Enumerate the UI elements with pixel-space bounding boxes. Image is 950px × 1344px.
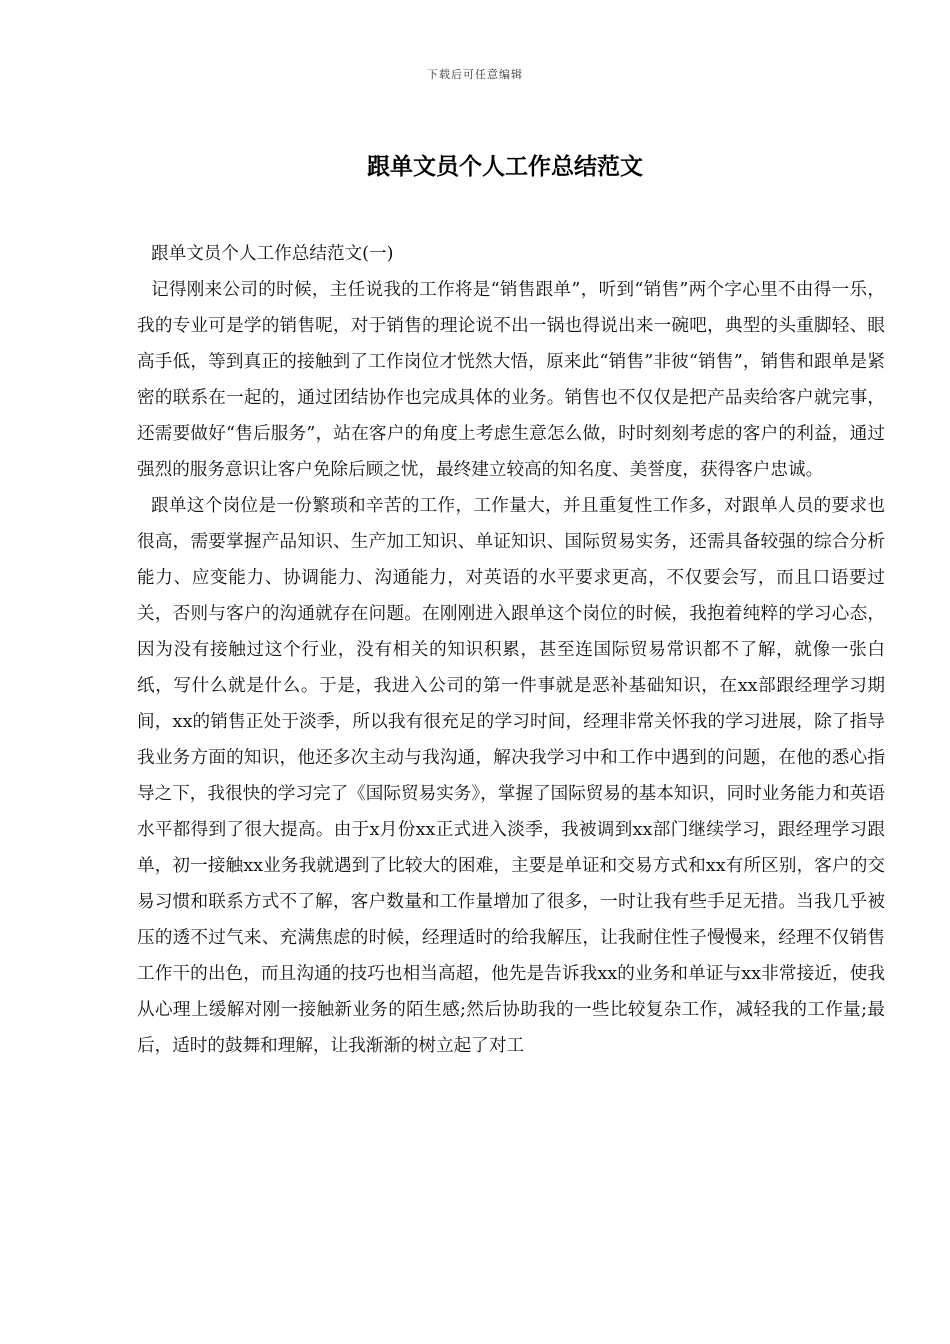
section-heading: 跟单文员个人工作总结范文(一) xyxy=(151,244,394,264)
body-paragraph-1: 记得刚来公司的时候，主任说我的工作将是“销售跟单”，听到“销售”两个字心里不由得一乐，我的专业可是学的销售呢，对于销售的理论说不出一锅也得说出来一碗吧，典型的头重脚轻、眼高手低，等到真正的接触到了工作岗位才恍然大悟，原来此“销售”非彼“销售”，销售和跟单是紧密的联系在一起的，通过团结协作也完成具体的业务。销售也不仅仅是把产品卖给客户就完事，还需要做好“售后服务”，站在客户的角度上考虑生意怎么做，时时刻刻考虑的客户的利益，通过强烈的服务意识让客户免除后顾之忧，最终建立较高的知名度、美誉度，获得客户忠诚。 xyxy=(137,280,885,480)
document-title: 跟单文员个人工作总结范文 xyxy=(367,154,643,180)
header-note: 下载后可任意编辑 xyxy=(427,68,523,81)
body-paragraph-2: 跟单这个岗位是一份繁琐和辛苦的工作，工作量大，并且重复性工作多，对跟单人员的要求也很高，需要掌握产品知识、生产加工知识、单证知识、国际贸易实务，还需具备较强的综合分析能力、应变能力、协调能力、沟通能力，对英语的水平要求更高，不仅要会写，而且口语要过关，否则与客户的沟通就存在问题。在刚刚进入跟单这个岗位的时候，我抱着纯粹的学习心态，因为没有接触过这个行业，没有相关的知识积累，甚至连国际贸易常识都不了解，就像一张白纸，写什么就是什么。于是，我进入公司的第一件事就是恶补基础知识，在xx部跟经理学习期间，xx的销售正处于淡季，所以我有很充足的学习时间，经理非常关怀我的学习进展，除了指导我业务方面的知识，他还多次主动与我沟通，解决我学习中和工作中遇到的问题，在他的悉心指导之下，我很快的学习完了《国际贸易实务》，掌握了国际贸易的基本知识，同时业务能力和英语水平都得到了很大提高。由于x月份xx正式进入淡季，我被调到xx部门继续学习，跟经理学习跟单，初一接触xx业务我就遇到了比较大的困难，主要是单证和交易方式和xx有所区别，客户的交易习惯和联系方式不了解，客户数量和工作量增加了很多，一时让我有些手足无措。当我几乎被压的透不过气来、充满焦虑的时候，经理适时的给我解压，让我耐住性子慢慢来，经理不仅销售工作干的出色，而且沟通的技巧也相当高超，他先是告诉我xx的业务和单证与xx非常接近，使我从心理上缓解对刚一接触新业务的陌生感;然后协助我的一些比较复杂工作，减轻我的工作量;最后，适时的鼓舞和理解，让我渐渐的树立起了对工 xyxy=(137,496,885,1056)
document-body xyxy=(137,236,885,1064)
